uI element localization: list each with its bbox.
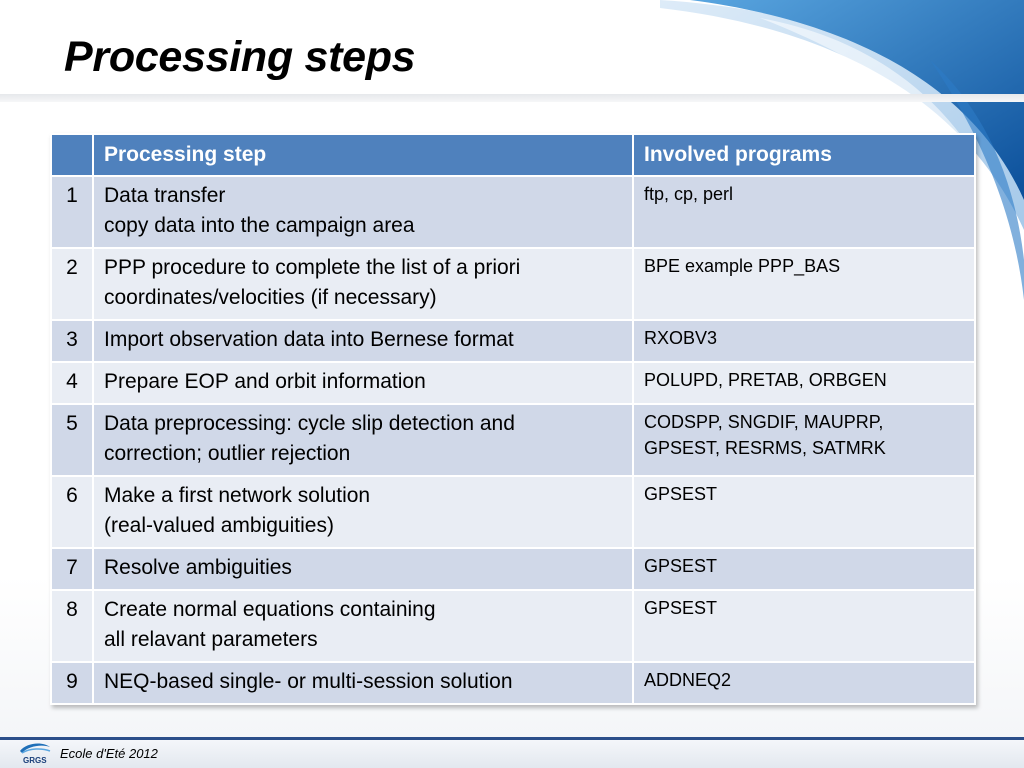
- program-line: GPSEST: [644, 556, 718, 576]
- grgs-logo: [18, 741, 52, 766]
- row-number: 7: [51, 548, 93, 590]
- program-line: GPSEST: [644, 484, 718, 504]
- row-programs: [633, 404, 975, 476]
- row-programs: [633, 548, 975, 590]
- row-number: 6: [51, 476, 93, 548]
- row-programs: [633, 476, 975, 548]
- step-line: PPP procedure to complete the list of a priori: [104, 256, 521, 279]
- table-row: [51, 362, 975, 404]
- step-line: Prepare EOP and orbit information: [104, 370, 426, 393]
- step-line: correction; outlier rejection: [104, 442, 351, 465]
- footer-text: Ecole d'Eté 2012: [60, 746, 158, 761]
- step-line: Data transfer: [104, 184, 226, 207]
- step-line: (real-valued ambiguities): [104, 514, 334, 537]
- row-step: [93, 590, 633, 662]
- row-programs: [633, 662, 975, 704]
- row-number: 2: [51, 248, 93, 320]
- row-step: [93, 248, 633, 320]
- row-programs: [633, 590, 975, 662]
- step-line: Make a first network solution: [104, 484, 371, 507]
- row-programs: [633, 362, 975, 404]
- logo-text: GRGS: [23, 756, 47, 765]
- row-step: [93, 362, 633, 404]
- program-line: GPSEST: [644, 598, 718, 618]
- processing-steps-table: [50, 133, 976, 705]
- row-programs: [633, 176, 975, 248]
- program-line: GPSEST, RESRMS, SATMRK: [644, 438, 886, 458]
- row-step: [93, 404, 633, 476]
- table-row: [51, 404, 975, 476]
- header-involved-programs: Involved programs: [633, 134, 975, 176]
- header-processing-step: Processing step: [93, 134, 633, 176]
- table-row: [51, 248, 975, 320]
- table-row: [51, 320, 975, 362]
- slide-title: Processing steps: [64, 33, 416, 81]
- row-step: [93, 548, 633, 590]
- program-line: ADDNEQ2: [644, 670, 732, 690]
- row-step: [93, 320, 633, 362]
- header-number: [51, 134, 93, 176]
- table-row: [51, 548, 975, 590]
- row-number: 9: [51, 662, 93, 704]
- step-line: copy data into the campaign area: [104, 214, 415, 237]
- row-step: [93, 176, 633, 248]
- program-line: POLUPD, PRETAB, ORBGEN: [644, 370, 887, 390]
- row-number: 4: [51, 362, 93, 404]
- step-line: Resolve ambiguities: [104, 556, 292, 579]
- table-header-row: [51, 134, 975, 176]
- step-line: Create normal equations containing: [104, 598, 436, 621]
- step-line: coordinates/velocities (if necessary): [104, 286, 437, 309]
- row-number: 8: [51, 590, 93, 662]
- program-line: RXOBV3: [644, 328, 718, 348]
- step-line: NEQ-based single- or multi-session solution: [104, 670, 513, 693]
- row-number: 5: [51, 404, 93, 476]
- table-row: [51, 476, 975, 548]
- program-line: BPE example PPP_BAS: [644, 256, 841, 276]
- step-line: Import observation data into Bernese format: [104, 328, 514, 351]
- row-number: 1: [51, 176, 93, 248]
- row-step: [93, 662, 633, 704]
- program-line: CODSPP, SNGDIF, MAUPRP,: [644, 412, 884, 432]
- table-row: [51, 176, 975, 248]
- table-row: [51, 590, 975, 662]
- step-line: Data preprocessing: cycle slip detection and: [104, 412, 515, 435]
- row-step: [93, 476, 633, 548]
- program-line: ftp, cp, perl: [644, 184, 734, 204]
- row-programs: [633, 320, 975, 362]
- table-row: [51, 662, 975, 704]
- row-number: 3: [51, 320, 93, 362]
- step-line: all relavant parameters: [104, 628, 318, 651]
- title-divider: [0, 94, 1024, 102]
- row-programs: [633, 248, 975, 320]
